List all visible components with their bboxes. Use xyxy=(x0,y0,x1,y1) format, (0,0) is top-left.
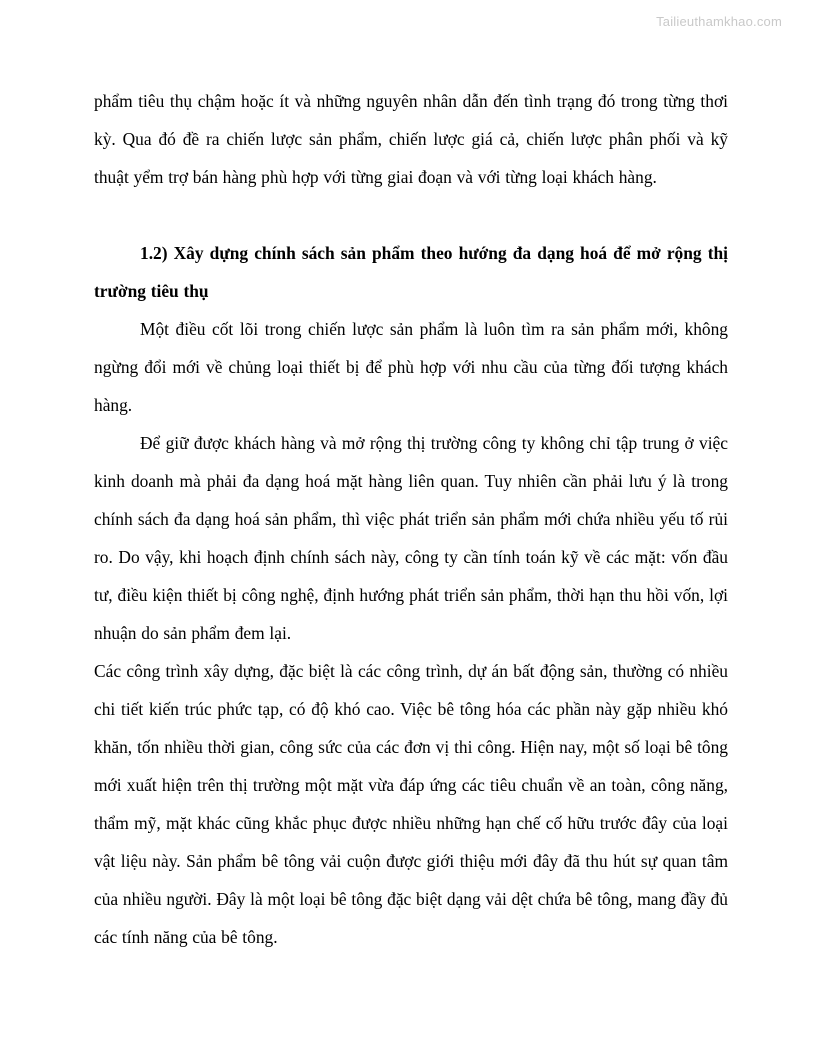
paragraph-market-expansion: Để giữ được khách hàng và mở rộng thị trường công ty không chỉ tập trung ở việc kinh doanh mà phải đa dạng hoá mặt hàng liên quan. Tuy nhiên cần phải lưu ý là trong chính sách đa dạng hoá sản phẩm, thì việc phát triển sản phẩm mới chứa nhiều yếu tố rủi ro. Do vậy, khi hoạch định chính sách này, công ty cần tính toán kỹ về các mặt: vốn đầu tư, điều kiện thiết bị công nghệ, định hướng phát triển sản phẩm, thời hạn thu hồi vốn, lợi nhuận do sản phẩm đem lại. xyxy=(94,433,728,643)
spacer xyxy=(94,196,728,234)
document-body xyxy=(94,82,728,956)
section-heading-1-2: 1.2) Xây dựng chính sách sản phẩm theo hướng đa dạng hoá để mở rộng thị trường tiêu thụ xyxy=(94,243,728,301)
paragraph-construction: Các công trình xây dựng, đặc biệt là các công trình, dự án bất động sản, thường có nhiều chi tiết kiến trúc phức tạp, có độ khó cao. Việc bê tông hóa các phần này gặp nhiều khó khăn, tốn nhiều thời gian, công sức của các đơn vị thi công. Hiện nay, một số loại bê tông mới xuất hiện trên thị trường một mặt vừa đáp ứng các tiêu chuẩn về an toàn, công năng, thẩm mỹ, mặt khác cũng khắc phục được nhiều những hạn chế cố hữu trước đây của loại vật liệu này. Sản phẩm bê tông vải cuộn được giới thiệu mới đây đã thu hút sự quan tâm của nhiều người. Đây là một loại bê tông đặc biệt dạng vải dệt chứa bê tông, mang đầy đủ các tính năng của bê tông. xyxy=(94,661,728,947)
watermark-label: Tailieuthamkhao.com xyxy=(656,14,782,29)
paragraph-continued: phẩm tiêu thụ chậm hoặc ít và những nguyên nhân dẫn đến tình trạng đó trong từng thơi kỳ. Qua đó đề ra chiến lược sản phẩm, chiến lược giá cả, chiến lược phân phối và kỹ thuật yểm trợ bán hàng phù hợp với từng giai đoạn và với từng loại khách hàng. xyxy=(94,91,728,187)
paragraph-product-strategy: Một điều cốt lõi trong chiến lược sản phẩm là luôn tìm ra sản phẩm mới, không ngừng đổi mới về chủng loại thiết bị để phù hợp với nhu cầu của từng đối tượng khách hàng. xyxy=(94,319,728,415)
